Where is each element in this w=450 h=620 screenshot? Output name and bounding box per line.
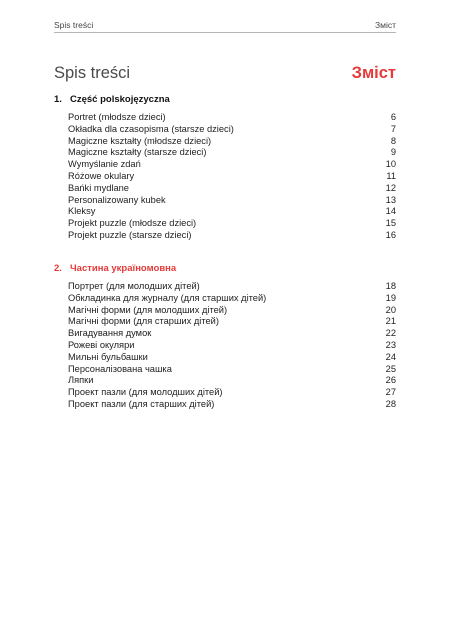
toc-entry-title: Обкладинка для журналу (для старших дітей)	[68, 292, 267, 303]
toc-entry-page: 19	[385, 292, 396, 303]
toc-entry-page: 13	[385, 194, 396, 205]
toc-entry-title: Рожеві окуляри	[68, 339, 135, 350]
toc-entry-title: Вигадування думок	[68, 328, 152, 339]
toc-entry-title: Portret (młodsze dzieci)	[68, 112, 166, 122]
toc-entry[interactable]	[68, 124, 396, 136]
toc-entry-page: 21	[385, 316, 396, 327]
toc-entry-title: Różowe okulary	[68, 170, 135, 181]
toc-entry-page: 14	[385, 206, 396, 217]
toc-entry[interactable]	[68, 364, 396, 376]
toc-entry[interactable]	[68, 230, 396, 242]
toc-entry[interactable]	[68, 399, 396, 411]
running-header	[54, 20, 396, 33]
section-number: 1.	[54, 94, 62, 105]
toc-entry[interactable]	[68, 112, 396, 124]
toc-entry[interactable]	[68, 340, 396, 352]
toc-entry[interactable]	[68, 171, 396, 183]
toc-entry-page: 26	[385, 375, 396, 386]
toc-entry[interactable]	[68, 328, 396, 340]
section-title: Część polskojęzyczna	[70, 94, 170, 105]
toc-entry-title: Магічні форми (для молодших дітей)	[68, 304, 228, 315]
toc-entry-title: Ляпки	[68, 375, 94, 386]
toc-list-polish	[68, 112, 396, 242]
toc-entry-title: Okładka dla czasopisma (starsze dzieci)	[68, 123, 234, 134]
toc-entry-page: 15	[385, 218, 396, 229]
toc-entry[interactable]	[68, 375, 396, 387]
toc-list-ukrainian	[68, 281, 396, 411]
toc-entry-page: 9	[390, 147, 396, 158]
toc-entry-title: Мильні бульбашки	[68, 351, 148, 362]
toc-entry-title: Проект пазли (для старших дітей)	[68, 398, 215, 409]
toc-entry-page: 23	[385, 339, 396, 350]
toc-entry-page: 6	[390, 112, 396, 122]
toc-entry[interactable]	[68, 147, 396, 159]
toc-entry[interactable]	[68, 183, 396, 195]
toc-entry[interactable]	[68, 281, 396, 293]
header-right: Зміст	[374, 20, 396, 30]
toc-entry-page: 25	[385, 363, 396, 374]
toc-entry-page: 18	[385, 281, 396, 291]
toc-entry[interactable]	[68, 218, 396, 230]
section-heading-polish	[54, 94, 170, 106]
toc-entry[interactable]	[68, 316, 396, 328]
page-title-ukrainian: Зміст	[351, 64, 396, 82]
header-left: Spis treści	[54, 20, 94, 30]
toc-entry[interactable]	[68, 387, 396, 399]
toc-entry-page: 8	[390, 135, 396, 146]
toc-entry-title: Персоналізована чашка	[68, 363, 172, 374]
toc-entry-title: Magiczne kształty (młodsze dzieci)	[68, 135, 212, 146]
toc-entry-page: 7	[390, 123, 396, 134]
toc-entry[interactable]	[68, 136, 396, 148]
toc-entry-page: 10	[385, 159, 396, 170]
toc-entry-page: 27	[385, 387, 396, 398]
toc-entry-title: Wymyślanie zdań	[68, 159, 141, 170]
toc-entry-page: 24	[385, 351, 396, 362]
toc-entry-page: 28	[385, 398, 396, 409]
toc-entry-title: Kleksy	[68, 206, 96, 217]
toc-entry-title: Magiczne kształty (starsze dzieci)	[68, 147, 207, 158]
toc-entry-page: 16	[385, 229, 396, 240]
toc-entry-title: Магічні форми (для старших дітей)	[68, 316, 219, 327]
section-title: Частина україномовна	[70, 263, 177, 274]
toc-entry-title: Projekt puzzle (młodsze dzieci)	[68, 218, 197, 229]
toc-entry-page: 22	[385, 328, 396, 339]
toc-entry[interactable]	[68, 195, 396, 207]
toc-entry-page: 11	[386, 170, 396, 181]
toc-entry-title: Bańki mydlane	[68, 182, 129, 193]
toc-entry[interactable]	[68, 352, 396, 364]
toc-entry-page: 20	[385, 304, 396, 315]
toc-entry-title: Портрет (для молодших дітей)	[68, 281, 200, 291]
toc-entry-title: Projekt puzzle (starsze dzieci)	[68, 229, 192, 240]
toc-entry-title: Проект пазли (для молодших дітей)	[68, 387, 223, 398]
toc-entry[interactable]	[68, 305, 396, 317]
toc-entry-title: Personalizowany kubek	[68, 194, 166, 205]
toc-entry-page: 12	[385, 182, 396, 193]
section-number: 2.	[54, 263, 62, 274]
section-heading-ukrainian	[54, 263, 176, 275]
toc-entry[interactable]	[68, 159, 396, 171]
toc-entry[interactable]	[68, 293, 396, 305]
page-title-polish: Spis treści	[54, 64, 131, 82]
toc-entry[interactable]	[68, 206, 396, 218]
